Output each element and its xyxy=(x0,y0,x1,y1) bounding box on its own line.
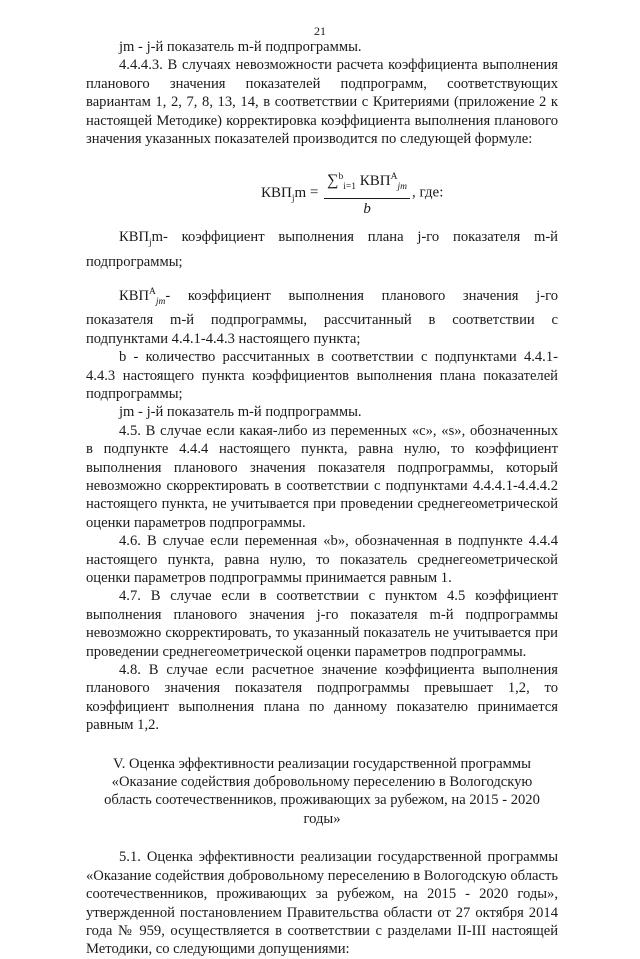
paragraph-4-6: 4.6. В случае если переменная «b», обозначенная в подпункте 4.4.4 настоящего пункта, равна нулю, то показатель среднегеометрической оценки параметров подпрограммы принимается равным 1. xyxy=(86,533,558,587)
paragraph-b-definition: b - количество рассчитанных в соответствии с подпунктами 4.4.1-4.4.3 настоящего пункта коэффициентов выполнения плана показателей подпрограммы; xyxy=(86,349,558,402)
formula-lhs: $КВП_jm$ xyxy=(261,184,307,204)
paragraph-kvpa-definition: $КВП^A_{jm}-$ коэффициент выполнения планового значения j-го показателя m-й подпрограммы, рассчитанный в соответствии с подпунктами 4.4.1-4.4.3 настоящего пункта; xyxy=(86,287,558,347)
paragraph-jm-definition: jm - j-й показатель m-й подпрограммы. xyxy=(119,39,362,55)
formula-denominator: b xyxy=(363,200,371,217)
formula-fraction xyxy=(324,168,410,218)
document-body xyxy=(86,38,558,959)
formula-equals: = xyxy=(309,184,319,201)
paragraph-4-5: 4.5. В случае если какая-либо из переменных «с», «s», обозначенных в подпункте 4.4.4 настоящего пункта, равна нулю, то коэффициент выполнения планового значения показателя подпрограммы, который невозможно скорректировать в соответствии с подпунктами 4.4.4.1-4.4.4.2 настоящего пункта, не учитывается при проведении среднегеометрической оценки параметров подпрограммы. xyxy=(86,422,558,531)
page-number: 21 xyxy=(314,24,326,38)
paragraph-jm-definition-2: jm - j-й показатель m-й подпрограммы. xyxy=(119,404,362,421)
paragraph-kvpjm-definition: $КВП_jm-$ коэффициент выполнения плана j-го показателя m-й подпрограммы; xyxy=(86,229,558,270)
paragraph-5-1: 5.1. Оценка эффективности реализации государственной программы «Оказание содействия добровольному переселению в Вологодскую область соотечественников, проживающих за рубежом, на 2015 - 2020 годы», утвержденной постановлением Правительства области от 27 октября 2014 года № 959, осуществляется в соответствии с разделами II-III настоящей Методики, со следующими допущениями: xyxy=(86,849,558,958)
paragraph-4-4-4-3: 4.4.4.3. В случаях невозможности расчета коэффициента выполнения планового значения показателей подпрограмм, соответствующих вариантам 1, 2, 7, 8, 13, 14, в соответствии с Критериями (приложение 2 к настоящей Методике) корректировка коэффициента выполнения планового значения указанных показателей производится по следующей формуле: xyxy=(86,57,558,148)
formula-numerator: ∑$^b_{i=1}$ $КВП^A_{jm}$ xyxy=(324,168,410,198)
formula-suffix: , где: xyxy=(412,184,444,201)
section-v-heading: V. Оценка эффективности реализации государственной программы «Оказание содействия добровольному переселению в Вологодскую область соотечественников, проживающих за рубежом, на 2015 - 2020 годы» xyxy=(104,755,540,827)
formula-kvp xyxy=(86,148,558,228)
paragraph-4-7: 4.7. В случае если в соответствии с пунктом 4.5 коэффициент выполнения планового значения j-го показателя m-й подпрограммы невозможно скорректировать, то указанный показатель не учитывается при проведении среднегеометрической оценки параметров подпрограммы. xyxy=(86,588,558,660)
paragraph-4-8: 4.8. В случае если расчетное значение коэффициента выполнения планового значения показателя подпрограммы превышает 1,2, то коэффициент выполнения плана по данному показателю принимается равным 1,2. xyxy=(86,662,558,734)
